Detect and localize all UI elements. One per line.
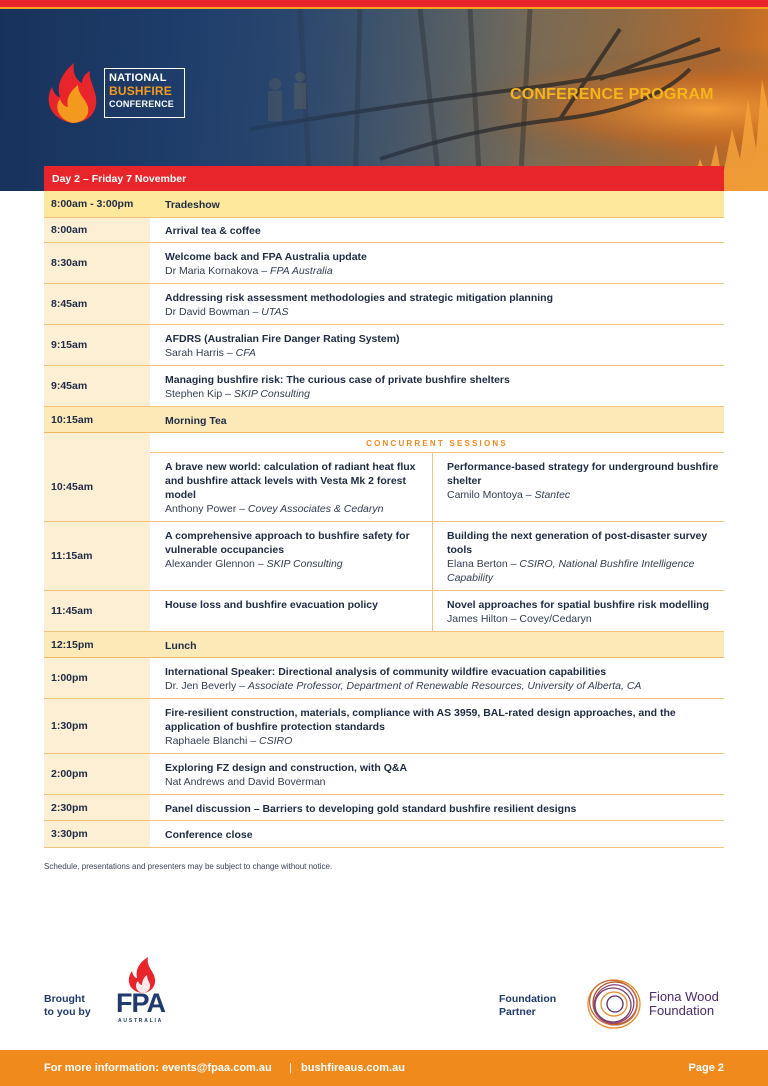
session-time: 11:45am [44,591,150,631]
speaker-organisation: UTAS [261,306,289,318]
session-time: 9:15am [44,325,150,365]
session-title: Managing bushfire risk: The curious case of private bushfire shelters [165,374,510,386]
session-time: 8:30am [44,243,150,283]
session-time: 1:30pm [44,699,150,753]
table-row [44,754,724,795]
schedule-table [44,191,724,848]
session-speaker: Dr. Jen Beverly – Associate Professor, Department of Renewable Resources, University of Alberta, CA [165,680,642,692]
session-speaker: Dr Maria Kornakova – FPA Australia [165,265,333,277]
concurrent-sessions-header [44,433,724,453]
session-title: Panel discussion – Barriers to developing gold standard bushfire resilient designs [165,802,577,815]
speaker-organisation: CSIRO, National Bushfire Intelligence Capability [447,558,695,584]
session-time: 3:30pm [44,821,150,847]
session-time: 10:45am [44,453,150,521]
logo-line-1: NATIONAL [109,72,167,84]
table-row [44,191,724,218]
concurrent-sessions-label: CONCURRENT SESSIONS [150,433,724,453]
table-row [44,453,724,522]
session-speaker: Dr David Bowman – UTAS [165,306,289,318]
table-row [44,407,724,433]
speaker-organisation: SKIP Consulting [233,388,310,400]
table-row [44,821,724,848]
page-title: CONFERENCE PROGRAM [510,86,714,103]
session-time: 8:45am [44,284,150,324]
session-time: 10:15am [44,407,150,432]
speaker-organisation: CSIRO [258,735,293,747]
table-row [44,522,724,591]
session-speaker: Anthony Power – Covey Associates & Cedaryn [165,503,384,515]
table-row [44,325,724,366]
fpa-australia-logo [112,955,174,1025]
footer-contact-link[interactable]: For more information: events@fpaa.com.au [44,1062,272,1074]
table-row [44,632,724,658]
schedule-disclaimer: Schedule, presentations and presenters may be subject to change without notice. [44,862,333,871]
session-title: A comprehensive approach to bushfire safety for vulnerable occupancies [165,530,410,556]
speaker-organisation: Stantec [534,489,571,501]
session-title: Morning Tea [165,414,227,427]
session-speaker: Camilo Montoya – Stantec [447,489,571,501]
session-title: Fire-resilient construction, materials, compliance with AS 3959, BAL-rated design approaches, and the application of bushfire protection standards [165,707,676,733]
concurrent-session-a [150,522,432,590]
top-red-stripe [0,0,768,7]
fiona-wood-foundation-logo-text: Fiona Wood Foundation [649,989,719,1018]
table-row [44,795,724,821]
day-heading: Day 2 – Friday 7 November [44,166,724,191]
table-row [44,218,724,243]
session-title: Addressing risk assessment methodologies and strategic mitigation planning [165,292,553,304]
session-time: 1:00pm [44,658,150,698]
session-title: AFDRS (Australian Fire Danger Rating System) [165,333,400,345]
concurrent-session-b [432,591,724,631]
concurrent-session-a [150,453,432,521]
fpa-logo-subtext: AUSTRALIA [118,1018,164,1024]
session-speaker: Nat Andrews and David Boverman [165,776,326,788]
session-speaker: James Hilton – Covey/Cedaryn [447,613,592,625]
logo-line-3: CONFERENCE [109,99,175,109]
speaker-organisation: Associate Professor, Department of Renewable Resources, University of Alberta, CA [247,680,642,692]
session-title: Arrival tea & coffee [165,225,261,237]
national-bushfire-conference-logo [42,61,192,125]
session-time: 9:45am [44,366,150,406]
session-time: 12:15pm [44,632,150,657]
logo-text-box [104,68,185,118]
fiona-wood-foundation-logo-icon [584,976,644,1032]
session-time: 8:00am - 3:00pm [44,191,150,217]
concurrent-session-b [432,522,724,590]
session-title: Welcome back and FPA Australia update [165,251,367,263]
table-row [44,243,724,284]
session-speaker: Elana Berton – CSIRO, National Bushfire Intelligence Capability [447,558,695,584]
session-title: Building the next generation of post-disaster survey tools [447,530,708,556]
foundation-partner-label: Foundation Partner [499,993,557,1018]
table-row [44,699,724,754]
session-title: Exploring FZ design and construction, with Q&A [165,762,408,774]
speaker-organisation: CFA [235,347,256,359]
fpa-logo-text: FPA [116,988,165,1018]
table-row [44,591,724,632]
concurrent-session-a [150,591,432,631]
session-title: Lunch [165,639,197,652]
session-title: Tradeshow [165,199,220,211]
speaker-organisation: SKIP Consulting [266,558,343,570]
session-title: International Speaker: Directional analysis of community wildfire evacuation capabilities [165,666,607,678]
speaker-organisation: Covey Associates & Cedaryn [247,503,384,515]
header-banner [0,9,768,191]
page-number: Page 2 [688,1062,724,1074]
session-time: 8:00am [44,218,150,242]
session-time: 11:15am [44,522,150,590]
brought-to-you-by-label: Brought to you by [44,993,91,1018]
session-speaker: Sarah Harris – CFA [165,347,256,359]
table-row [44,366,724,407]
logo-line-2: BUSHFIRE [109,84,172,98]
table-row [44,658,724,699]
concurrent-session-b [432,453,724,521]
speaker-organisation: FPA Australia [270,265,333,277]
session-title: House loss and bushfire evacuation policy [165,599,378,611]
footer-website-link[interactable]: bushfireaus.com.au [301,1062,405,1074]
footer-separator: | [289,1062,292,1074]
session-title: Novel approaches for spatial bushfire risk modelling [447,599,709,611]
session-speaker: Stephen Kip – SKIP Consulting [165,388,310,400]
session-speaker: Alexander Glennon – SKIP Consulting [165,558,343,570]
flame-australia-icon [42,61,102,125]
session-title: Performance-based strategy for underground bushfire shelter [447,461,719,487]
session-time: 2:30pm [44,795,150,820]
session-title: Conference close [165,829,253,841]
session-speaker: Raphaele Blanchi – CSIRO [165,735,293,747]
session-time: 2:00pm [44,754,150,794]
page-footer [0,1050,768,1086]
session-title: A brave new world: calculation of radiant heat flux and bushfire attack levels with Vesta Mk 2 forest model [165,461,416,501]
table-row [44,284,724,325]
